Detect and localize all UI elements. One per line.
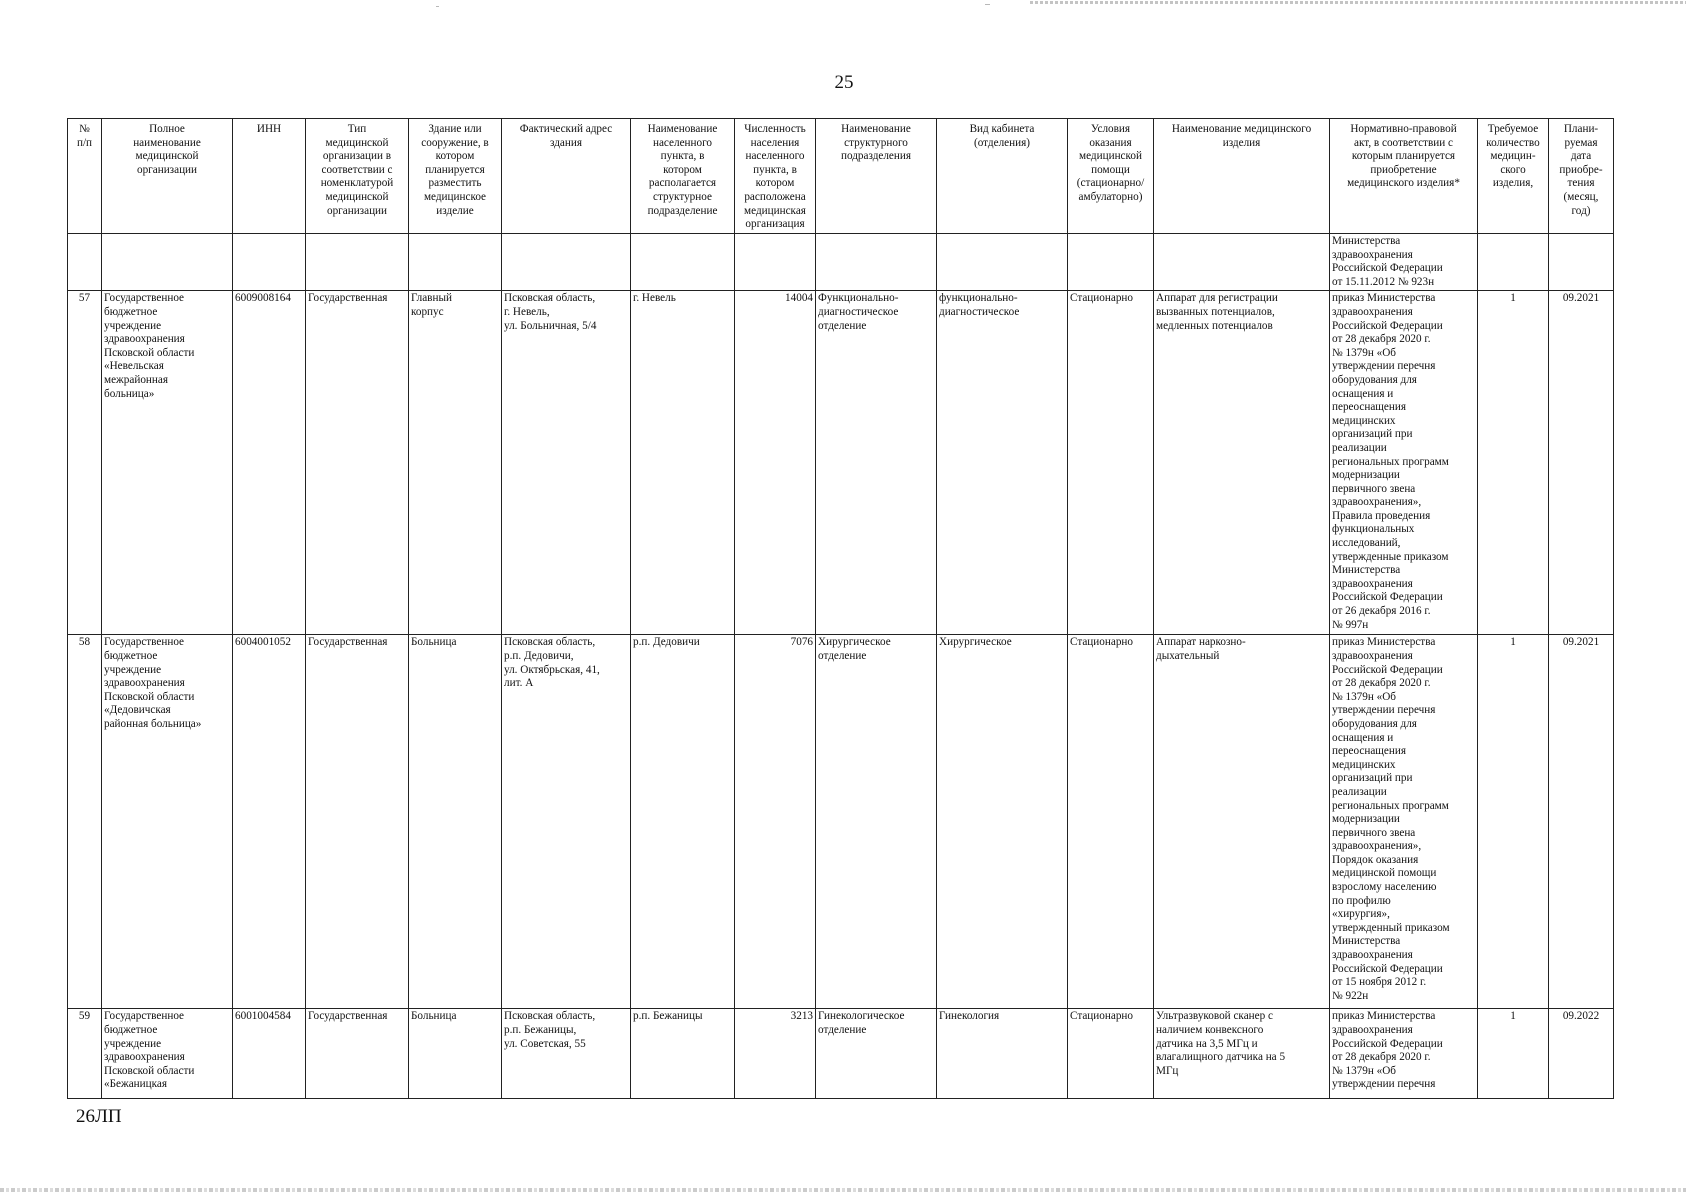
cabinet-cell: Гинекология [937,1009,1068,1099]
act-cell: приказ Министерства здравоохранения Российской Федерации от 28 декабря 2020 г. № 1379н «Об утверждении перечня оборудования для оснащения и переоснащения медицинских организаций при реализации региональных программ модернизации первичного звена здравоохранения», Правила проведения функциональных исследований, утвержденные приказом Министерства здравоохранения Российской Федерации от 26 декабря 2016 г. № 997н [1330,291,1478,635]
table-cell [1154,234,1330,291]
date-cell: 09.2022 [1549,1009,1614,1099]
scan-artifact [436,6,439,7]
device-cell: Аппарат наркозно- дыхательный [1154,635,1330,1009]
locality-cell: р.п. Дедовичи [631,635,735,1009]
date-cell: 09.2021 [1549,635,1614,1009]
population-cell: 3213 [735,1009,816,1099]
scan-edge-top [1030,1,1686,4]
conditions-cell: Стационарно [1068,635,1154,1009]
table-cell [937,234,1068,291]
unit-cell: Гинекологическое отделение [816,1009,937,1099]
act-continuation-cell: Министерства здравоохранения Российской Федерации от 15.11.2012 № 923н [1330,234,1478,291]
org-type-cell: Государственная [306,1009,409,1099]
table-cell [1478,234,1549,291]
act-cell: приказ Министерства здравоохранения Российской Федерации от 28 декабря 2020 г. № 1379н «Об утверждении перечня оборудования для оснащения и переоснащения медицинских организаций при реализации региональных программ модернизации первичного звена здравоохранения», Порядок оказания медицинской помощи взрослому населению по профилю «хирургия», утвержденный приказом Министерства здравоохранения Российской Федерации от 15 ноября 2012 г. № 922н [1330,635,1478,1009]
table-cell [502,234,631,291]
header-unit: Наименование структурного подразделения [816,119,937,234]
act-cell: приказ Министерства здравоохранения Российской Федерации от 28 декабря 2020 г. № 1379н «Об утверждении перечня [1330,1009,1478,1099]
quantity-cell: 1 [1478,291,1549,635]
header-inn: ИНН [233,119,306,234]
header-row [68,119,1614,234]
table-cell [631,234,735,291]
table-cell [102,234,233,291]
table-row [68,291,1614,635]
header-population: Численность населения населенного пункта, в котором расположена медицинская организация [735,119,816,234]
table-cell [1068,234,1154,291]
table-row-continuation [68,234,1614,291]
table-cell [68,234,102,291]
table-cell [735,234,816,291]
quantity-cell: 1 [1478,635,1549,1009]
table-cell [409,234,502,291]
header-org-type: Тип медицинской организации в соответствии с номенклатурой медицинской организации [306,119,409,234]
date-cell: 09.2021 [1549,291,1614,635]
population-cell: 7076 [735,635,816,1009]
building-cell: Больница [409,635,502,1009]
device-cell: Ультразвуковой сканер с наличием конвексного датчика на 3,5 МГц и влагалищного датчика на 5 МГц [1154,1009,1330,1099]
org-type-cell: Государственная [306,635,409,1009]
document-code: 26ЛП [76,1106,122,1127]
header-device: Наименование медицинского изделия [1154,119,1330,234]
table-row [68,1009,1614,1099]
conditions-cell: Стационарно [1068,291,1154,635]
building-cell: Главный корпус [409,291,502,635]
header-quantity: Требуемое количество медицин- ского изделия, [1478,119,1549,234]
inn-cell: 6004001052 [233,635,306,1009]
header-act: Нормативно-правовой акт, в соответствии с которым планируется приобретение медицинского изделия* [1330,119,1478,234]
table-cell [233,234,306,291]
locality-cell: р.п. Бежаницы [631,1009,735,1099]
table-row [68,635,1614,1009]
address-cell: Псковская область, р.п. Бежаницы, ул. Советская, 55 [502,1009,631,1099]
device-cell: Аппарат для регистрации вызванных потенциалов, медленных потенциалов [1154,291,1330,635]
header-org-name: Полное наименование медицинской организации [102,119,233,234]
header-conditions: Условия оказания медицинской помощи (стационарно/ амбулаторно) [1068,119,1154,234]
unit-cell: Хирургическое отделение [816,635,937,1009]
table-cell [306,234,409,291]
inn-cell: 6001004584 [233,1009,306,1099]
equipment-table [67,118,1614,1099]
address-cell: Псковская область, р.п. Дедовичи, ул. Октябрьская, 41, лит. А [502,635,631,1009]
org-name-cell: Государственное бюджетное учреждение здравоохранения Псковской области «Дедовичская районная больница» [102,635,233,1009]
row-num: 58 [68,635,102,1009]
locality-cell: г. Невель [631,291,735,635]
org-name-cell: Государственное бюджетное учреждение здравоохранения Псковской области «Невельская межрайонная больница» [102,291,233,635]
org-name-cell: Государственное бюджетное учреждение здравоохранения Псковской области «Бежаницкая [102,1009,233,1099]
conditions-cell: Стационарно [1068,1009,1154,1099]
header-date: Плани- руемая дата приобре- тения (месяц, год) [1549,119,1614,234]
page-number: 25 [834,72,854,93]
population-cell: 14004 [735,291,816,635]
unit-cell: Функционально- диагностическое отделение [816,291,937,635]
header-locality: Наименование населенного пункта, в котором располагается структурное подразделение [631,119,735,234]
header-building: Здание или сооружение, в котором планируется разместить медицинское изделие [409,119,502,234]
table-cell [816,234,937,291]
header-address: Фактический адрес здания [502,119,631,234]
quantity-cell: 1 [1478,1009,1549,1099]
scan-artifact [985,4,990,5]
cabinet-cell: Хирургическое [937,635,1068,1009]
scan-edge-bottom [0,1188,1686,1192]
inn-cell: 6009008164 [233,291,306,635]
row-num: 59 [68,1009,102,1099]
table-cell [1549,234,1614,291]
header-num: № п/п [68,119,102,234]
building-cell: Больница [409,1009,502,1099]
org-type-cell: Государственная [306,291,409,635]
address-cell: Псковская область, г. Невель, ул. Больничная, 5/4 [502,291,631,635]
row-num: 57 [68,291,102,635]
header-cabinet: Вид кабинета (отделения) [937,119,1068,234]
cabinet-cell: функционально- диагностическое [937,291,1068,635]
